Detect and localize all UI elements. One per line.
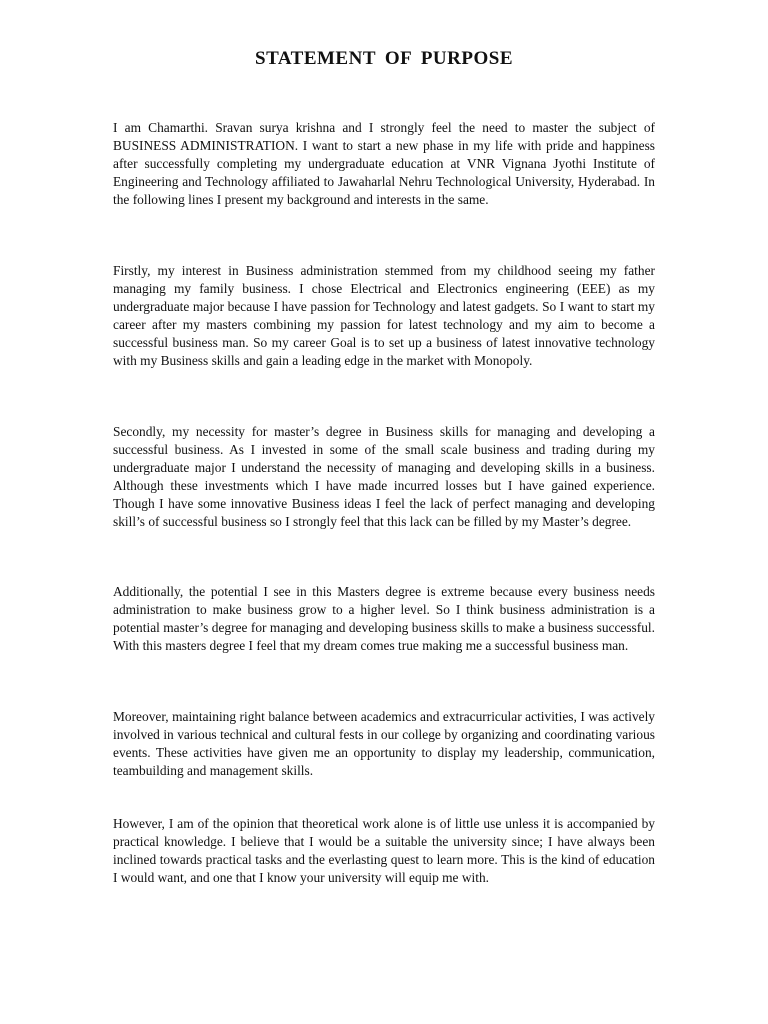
document-title: STATEMENT OF PURPOSE [255, 48, 513, 69]
paragraph-introduction: I am Chamarthi. Sravan surya krishna and I strongly feel the need to master the subject of BUSINESS ADMINISTRATION. I want to start a new phase in my life with pride and happiness after successfully completing my undergraduate education at VNR Vignana Jyothi Institute of Engineering and Technology affiliated to Jawaharlal Nehru Technological University, Hyderabad. In the following lines I present my background and interests in the same. [113, 120, 655, 207]
paragraph-firstly: Firstly, my interest in Business administration stemmed from my childhood seeing my father managing my family business. I chose Electrical and Electronics engineering (EEE) as my undergraduate major because I have passion for Technology and latest gadgets. So I want to start my career after my masters combining my passion for latest technology and my aim to become a successful business man. So my career Goal is to set up a business of latest innovative technology with my Business skills and gain a leading edge in the market with Monopoly. [113, 263, 655, 368]
paragraph-however: However, I am of the opinion that theoretical work alone is of little use unless it is accompanied by practical knowledge. I believe that I would be a suitable the university since; I have always been inclined towards practical tasks and the everlasting quest to learn more. This is the kind of education I would want, and one that I know your university will equip me with. [113, 816, 655, 885]
paragraph-secondly: Secondly, my necessity for master’s degree in Business skills for managing and developing a successful business. As I invested in some of the small scale business and trading during my undergraduate major I understand the necessity of managing and developing skills in a business. Although these investments which I have made incurred losses but I have gained experience. Though I have some innovative Business ideas I feel the lack of perfect managing and developing skill’s of successful business so I strongly feel that this lack can be filled by my Master’s degree. [113, 424, 655, 529]
paragraph-additionally: Additionally, the potential I see in this Masters degree is extreme because every business needs administration to make business grow to a higher level. So I think business administration is a potential master’s degree for managing and developing business skills to make a business successful. With this masters degree I feel that my dream comes true making me a successful business man. [113, 584, 655, 653]
paragraph-moreover: Moreover, maintaining right balance between academics and extracurricular activities, I was actively involved in various technical and cultural fests in our college by organizing and coordinating various events. These activities have given me an opportunity to display my leadership, communication, teambuilding and management skills. [113, 709, 655, 778]
